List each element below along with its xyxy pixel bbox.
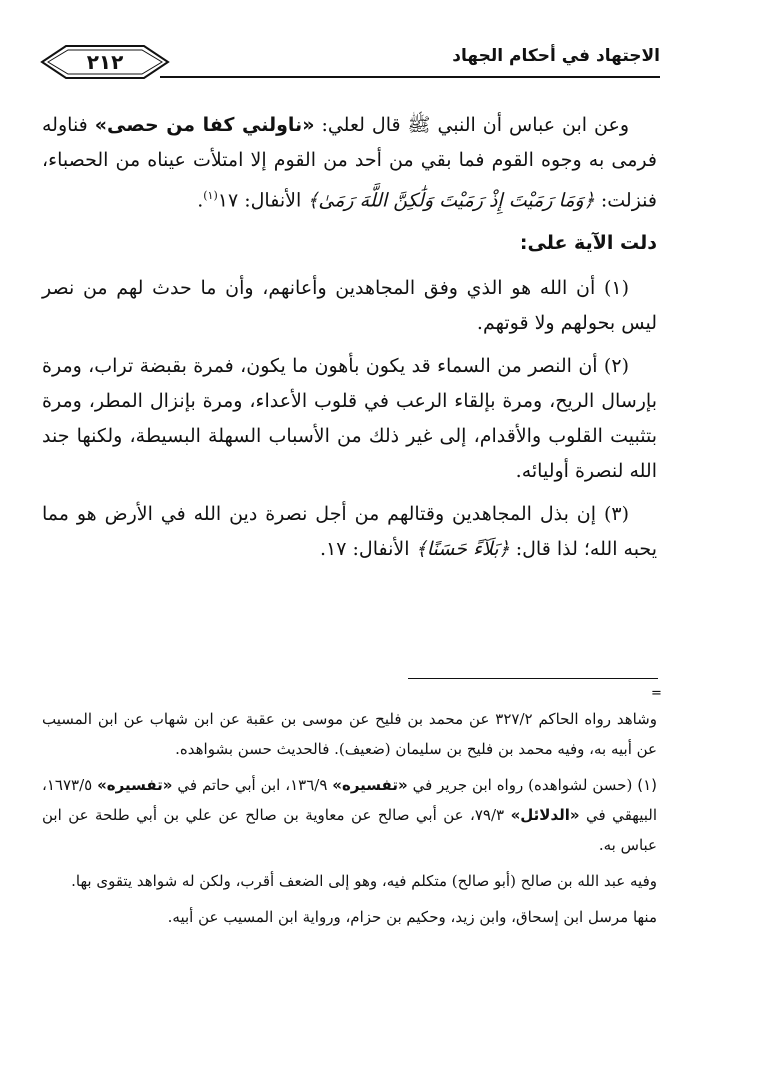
book-title: «الدلائل» [510, 806, 580, 824]
header-rule [160, 76, 660, 78]
point-2: (٢) أن النصر من السماء قد يكون بأهون ما يكون، فمرة بقبضة تراب، ومرة بإرسال الريح، ومرة بإلقاء الرعب في قلوب الأعداء، ومرة بإنزال المطر، ومرة بتثبيت القلوب والأقدام، إلى غير ذلك من الأسباب السهلة البسيطة، ولكنها جند الله لنصرة أوليائه. [42, 355, 657, 483]
footnote-separator [408, 678, 658, 679]
page-number-badge [40, 44, 170, 80]
section-heading: دلت الآية على: [519, 232, 657, 255]
sentence-end: . [197, 189, 204, 212]
quran-verse-2: ﴿بَلَآءً حَسَنًا﴾ [415, 538, 510, 561]
book-title: «تفسيره» [97, 776, 173, 794]
page-header [40, 40, 660, 90]
book-title: «تفسيره» [332, 776, 408, 794]
point-3-text: (٣) إن بذل المجاهدين وقتالهم من أجل نصرة دين الله في الأرض هو مما يحبه الله؛ لذا قال: [42, 503, 657, 561]
quran-verse: ﴿وَمَا رَمَيْتَ إِذْ رَمَيْتَ وَلَٰكِنَّ اللَّهَ رَمَىٰ﴾ [307, 189, 595, 212]
footnote-1-para-2: وفيه عبد الله بن صالح (أبو صالح) متكلم فيه، وهو إلى الضعف أقرب، ولكن له شواهد يتقوى بها. [71, 872, 657, 890]
footnote-1-para-3: منها مرسل ابن إسحاق، وابن زيد، وحكيم بن حزام، ورواية ابن المسيب عن أبيه. [167, 908, 657, 926]
paragraph-narration [42, 108, 657, 218]
hadith-quote: «ناولني كفا من حصى» [94, 114, 315, 136]
footnote-continued: وشاهد رواه الحاكم ٣٢٧/٢ عن محمد بن فليح عن موسى بن عقبة عن ابن شهاب عن ابن المسيب عن أبيه به، وفيه محمد بن فليح بن سليمان (ضعيف). فالحديث حسن بشواهده. [42, 710, 657, 758]
page-number: ٢١٢ [86, 50, 124, 74]
footnote-number: (١) [637, 776, 657, 794]
footnote-text: ١٦٧٣/٥، البيهقي في [42, 776, 657, 824]
point-3 [42, 497, 657, 567]
footnote-text: ٧٩/٣، عن أبي صالح عن معاوية بن صالح عن علي بن أبي طلحة عن ابن عباس به. [42, 806, 657, 854]
footnote-1 [42, 770, 657, 860]
main-text [42, 108, 657, 575]
footnote-text: (حسن لشواهده) رواه ابن جرير في [407, 776, 638, 794]
verse-reference-2: الأنفال: ١٧. [320, 538, 416, 561]
verse-reference: الأنفال: ١٧ [217, 189, 308, 212]
running-title: الاجتهاد في أحكام الجهاد [452, 46, 660, 66]
continuation-marker: = [651, 686, 662, 701]
footnotes [42, 704, 657, 938]
footnote-text: ١٣٦/٩، ابن أبي حاتم في [172, 776, 333, 794]
narration-body: فناوله فرمى به وجوه القوم فما بقي من أحد من القوم إلا امتلأت عيناه من الحصباء، فنزلت: [42, 114, 657, 212]
footnote-ref[interactable]: (١) [203, 189, 218, 202]
narration-intro: وعن ابن عباس أن النبي ﷺ قال لعلي: [314, 114, 629, 136]
point-1: (١) أن الله هو الذي وفق المجاهدين وأعانهم، وأن ما حدث لهم من نصر ليس بحولهم ولا قوتهم. [42, 277, 657, 335]
